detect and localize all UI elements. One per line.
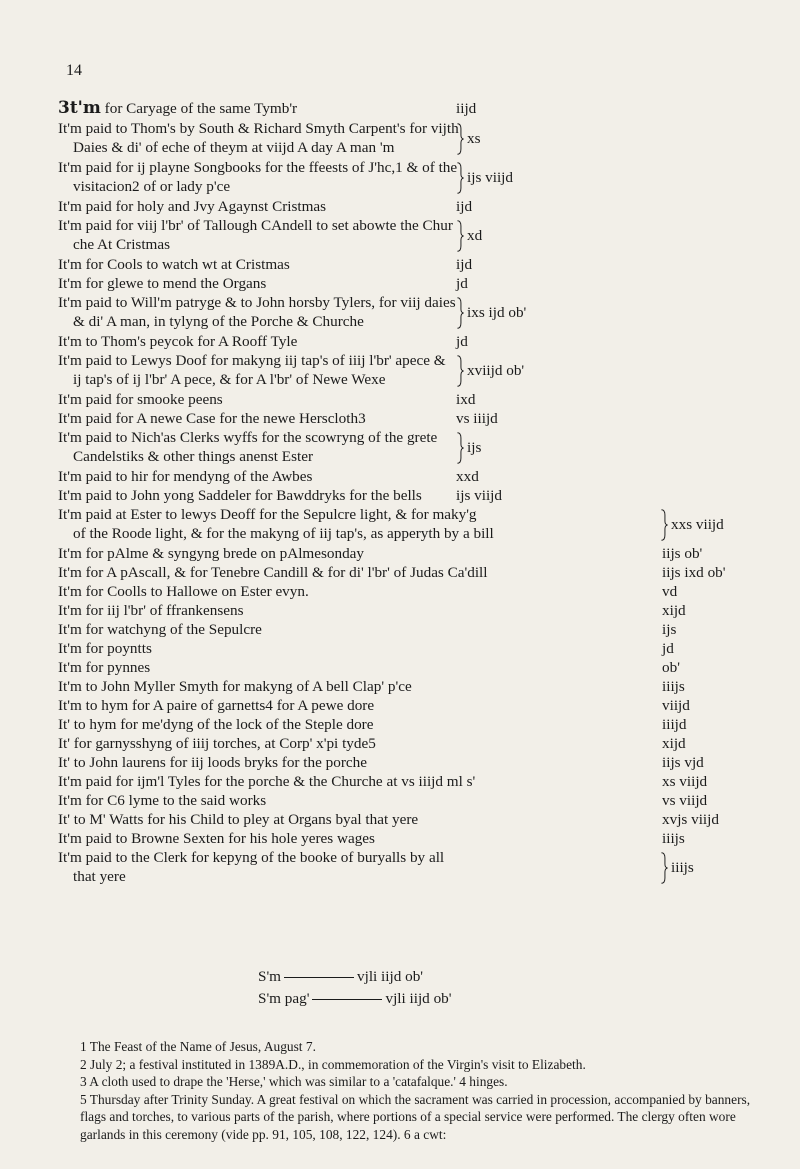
- sum-page-label: S'm pag': [258, 990, 310, 1007]
- amount: xd: [467, 226, 483, 244]
- amount: vs iiijd: [456, 410, 498, 427]
- brace-icon: [456, 219, 465, 253]
- sums: [258, 966, 452, 1010]
- ledger-row: It'm paid to Thom's by South & Richard Smyth Carpent's for vijth Daies & di' of eche of theym at viijd A day A man 'm xs: [58, 120, 481, 157]
- ledger-row: It'm paid for A newe Case for the newe Herscloth3 vs iiijd: [58, 410, 498, 427]
- amount: xxd: [456, 468, 479, 485]
- ledger-row: It'm for pAlme & syngyng brede on pAlmesonday iijs ob': [58, 545, 703, 562]
- amount: iiijs: [671, 858, 694, 876]
- brace-icon: [660, 851, 669, 885]
- ledger-row: It'm paid to Nich'as Clerks wyffs for the scowryng of the grete Candelstiks & other things anenst Ester ijs: [58, 429, 482, 466]
- amount: iiijs: [662, 678, 685, 695]
- ledger-row: It'm for pynnes ob': [58, 659, 680, 676]
- ledger-row: It'm paid to hir for mendyng of the Awbes xxd: [58, 468, 479, 485]
- amount: xs viijd: [662, 773, 708, 790]
- sum-line: [258, 988, 452, 1010]
- ledger-row: It'm paid to John yong Saddeler for Bawddryks for the bells ijs viijd: [58, 487, 502, 504]
- ledger-row: It'm paid for ijm'l Tyles for the porche & the Churche at vs iiijd ml s' xs viijd: [58, 773, 708, 790]
- ledger-row: It'm to Thom's peycok for A Rooff Tyle jd: [58, 333, 468, 350]
- amount: ijd: [456, 256, 473, 273]
- ledger-row: It'm to hym for A paire of garnetts4 for A pewe dore viijd: [58, 697, 690, 714]
- ledger-row: It' to M' Watts for his Child to pley at Organs byal that yere xvjs viijd: [58, 811, 719, 828]
- amount: xs: [467, 129, 481, 147]
- amount: jd: [456, 275, 468, 292]
- amount: iijs vjd: [662, 754, 704, 771]
- amount: iiijd: [662, 716, 687, 733]
- amount: vd: [662, 583, 678, 600]
- ledger-row: It'm for poyntts jd: [58, 640, 674, 657]
- amount: xijd: [662, 735, 686, 752]
- amount: viijd: [662, 697, 690, 714]
- amount: ijs viijd: [467, 168, 513, 186]
- brace-icon: [456, 431, 465, 465]
- ledger-row: It'm for A pAscall, & for Tenebre Candill & for di' l'br' of Judas Ca'dill iijs ixd ob': [58, 564, 726, 581]
- rule: [284, 977, 354, 978]
- ledger-row: It'm paid for smooke peens ixd: [58, 391, 476, 408]
- amount: xviijd ob': [467, 361, 525, 379]
- ledger-row: It'm for Cools to watch wt at Cristmas ijd: [58, 256, 473, 273]
- amount: ob': [662, 659, 680, 676]
- amount: iiijs: [662, 830, 685, 847]
- ledger-row: It'm for glewe to mend the Organs jd: [58, 275, 468, 292]
- amount: ijd: [456, 198, 473, 215]
- ledger-row: 3t'm for Caryage of the same Tymb'r iijd: [58, 98, 477, 118]
- ledger-row: It'm paid at Ester to lewys Deoff for the Sepulcre light, & for maky'g of the Roode light, & for the makyng of iij tap's, as apperyth by a bill xxs viijd: [58, 506, 724, 543]
- sum-label: S'm: [258, 968, 281, 985]
- ledger: [58, 99, 758, 887]
- footnotes: [58, 1038, 758, 1144]
- footnote: 3 A cloth used to drape the 'Herse,' which was similar to a 'catafalque.' 4 hinges.: [80, 1074, 508, 1090]
- ledger-row: It'm paid for viij l'br' of Tallough CAndell to set abowte the Chur che At Cristmas xd: [58, 217, 483, 254]
- amount: ixs ijd ob': [467, 303, 527, 321]
- amount: iijs ob': [662, 545, 703, 562]
- ledger-row: It'm paid to Browne Sexten for his hole yeres wages iiijs: [58, 830, 685, 847]
- ledger-row: It'm for Coolls to Hallowe on Ester evyn. vd: [58, 583, 678, 600]
- ledger-row: It' to John laurens for iij loods bryks for the porche iijs vjd: [58, 754, 704, 771]
- footnote: 1 The Feast of the Name of Jesus, August 7.: [80, 1039, 316, 1054]
- footnote: 2 July 2; a festival instituted in 1389A.D., in commemoration of the Virgin's visit to Elizabeth.: [80, 1056, 586, 1072]
- amount: xijd: [662, 602, 686, 619]
- ledger-row: It'm paid for ij playne Songbooks for the ffeests of J'hc,1 & of the visitacion2 of or lady p'ce ijs viijd: [58, 159, 513, 196]
- amount: ijs: [662, 621, 677, 638]
- ledger-row: It'm for C6 lyme to the said works vs viijd: [58, 792, 708, 809]
- sum-amount: vjli iijd ob': [357, 968, 424, 985]
- blackletter-itm: 3t'm: [58, 98, 101, 118]
- sum-line: [258, 966, 452, 988]
- brace-icon: [660, 508, 669, 542]
- footnote: 5 Thursday after Trinity Sunday. A great festival on which the sacrament was carried in procession, accompanied by banners, flags and torches, to various parts of the parish, where portions of a special service were performed. The clergy often wore garlands in this ceremony (vide pp. 91, 105, 108, 122, 124). 6 a cwt:: [80, 1091, 751, 1142]
- brace-icon: [456, 354, 465, 388]
- amount: iijs ixd ob': [662, 564, 726, 581]
- ledger-row: It'm for iij l'br' of ffrankensens xijd: [58, 602, 686, 619]
- ledger-row: It'm for watchyng of the Sepulcre ijs: [58, 621, 677, 638]
- ledger-row: It'm paid to the Clerk for kepyng of the booke of buryalls by all that yere iiijs: [58, 849, 694, 886]
- page-number: 14: [66, 62, 82, 79]
- brace-icon: [456, 161, 465, 195]
- amount: iijd: [456, 100, 477, 117]
- brace-icon: [456, 296, 465, 330]
- sum-page-amount: vjli iijd ob': [385, 990, 452, 1007]
- amount: ixd: [456, 391, 476, 408]
- ledger-row: It'm paid to Will'm patryge & to John horsby Tylers, for viij daies & di' A man, in tylyng of the Porche & Churche ixs ijd ob': [58, 294, 527, 331]
- amount: vs viijd: [662, 792, 708, 809]
- amount: xxs viijd: [671, 515, 724, 533]
- ledger-row: It'm to John Myller Smyth for makyng of A bell Clap' p'ce iiijs: [58, 678, 685, 695]
- brace-icon: [456, 122, 465, 156]
- ledger-row: It'm paid for holy and Jvy Agaynst Cristmas ijd: [58, 198, 473, 215]
- rule: [312, 999, 382, 1000]
- amount: ijs: [467, 438, 482, 456]
- ledger-row: It'm paid to Lewys Doof for makyng iij tap's of iiij l'br' apece & ij tap's of ij l'br' A pece, & for A l'br' of Newe Wexe xviijd ob': [58, 352, 525, 389]
- ledger-row: It' to hym for me'dyng of the lock of the Steple dore iiijd: [58, 716, 687, 733]
- amount: jd: [662, 640, 674, 657]
- ledger-row: It' for garnysshyng of iiij torches, at Corp' x'pi tyde5 xijd: [58, 735, 686, 752]
- amount: ijs viijd: [456, 487, 502, 504]
- amount: xvjs viijd: [662, 811, 719, 828]
- amount: jd: [456, 333, 468, 350]
